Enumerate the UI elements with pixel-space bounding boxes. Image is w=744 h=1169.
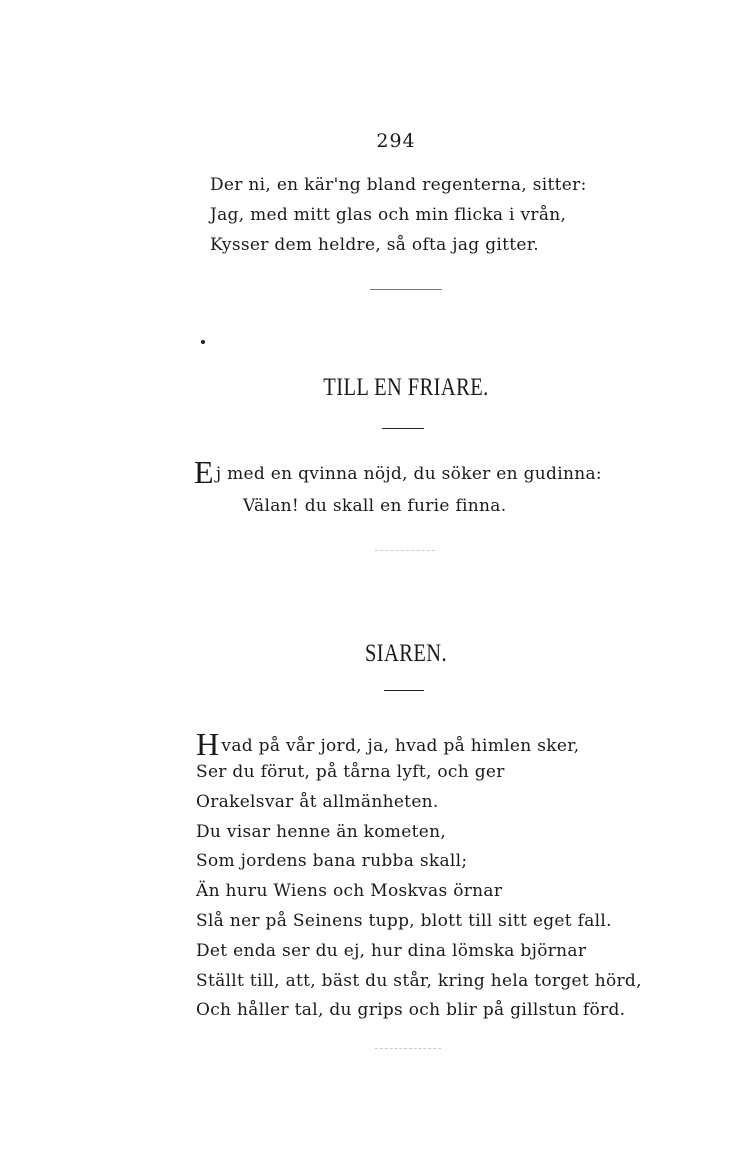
- verse-line: Det enda ser du ej, hur dina lömska björnar: [196, 940, 587, 961]
- stanza-top: [210, 171, 587, 260]
- page-number: 294: [376, 130, 416, 152]
- verse-line: Jag, med mitt glas och min flicka i vrån,: [210, 204, 567, 225]
- verse-line: Kysser dem heldre, så ofta jag gitter.: [210, 234, 540, 255]
- verse-line: Ställt till, att, bäst du står, kring hela torget hörd,: [196, 970, 642, 991]
- drop-cap: E: [194, 454, 214, 490]
- verse-line: Än huru Wiens och Moskvas örnar: [196, 881, 503, 902]
- verse-line-rest: j med en qvinna nöjd, du söker en gudinna:: [215, 464, 602, 484]
- verse-line: Orakelsvar åt allmänheten.: [196, 791, 439, 812]
- poem-title-siaren: SIAREN.: [364, 640, 448, 667]
- drop-cap: H: [196, 726, 220, 762]
- verse-line: Slå ner på Seinens tupp, blott till sitt eget fall.: [196, 910, 612, 931]
- verse-line-rest: vad på vår jord, ja, hvad på himlen sker,: [221, 736, 580, 756]
- verse-line: Och håller tal, du grips och blir på gillstun förd.: [196, 1000, 626, 1021]
- poem1-line-1: [194, 456, 602, 488]
- poem-title-till-en-friare: TILL EN FRIARE.: [323, 374, 489, 401]
- section-divider: [375, 550, 435, 551]
- verse-line: Som jordens bana rubba skall;: [196, 851, 468, 872]
- poem2-stanza: [196, 758, 642, 1026]
- verse-line: Ser du förut, på tårna lyft, och ger: [196, 762, 505, 782]
- section-divider: [370, 289, 442, 290]
- poem2-line-1: [196, 728, 579, 760]
- section-divider: [375, 1048, 441, 1049]
- verse-line: Du visar henne än kometen,: [196, 821, 447, 842]
- title-rule: [382, 428, 424, 429]
- verse-line: Der ni, en kär'ng bland regenterna, sitter:: [210, 175, 587, 195]
- title-rule: [384, 690, 424, 691]
- poem1-line-2: Välan! du skall en furie finna.: [243, 496, 507, 516]
- stray-mark: [201, 340, 205, 344]
